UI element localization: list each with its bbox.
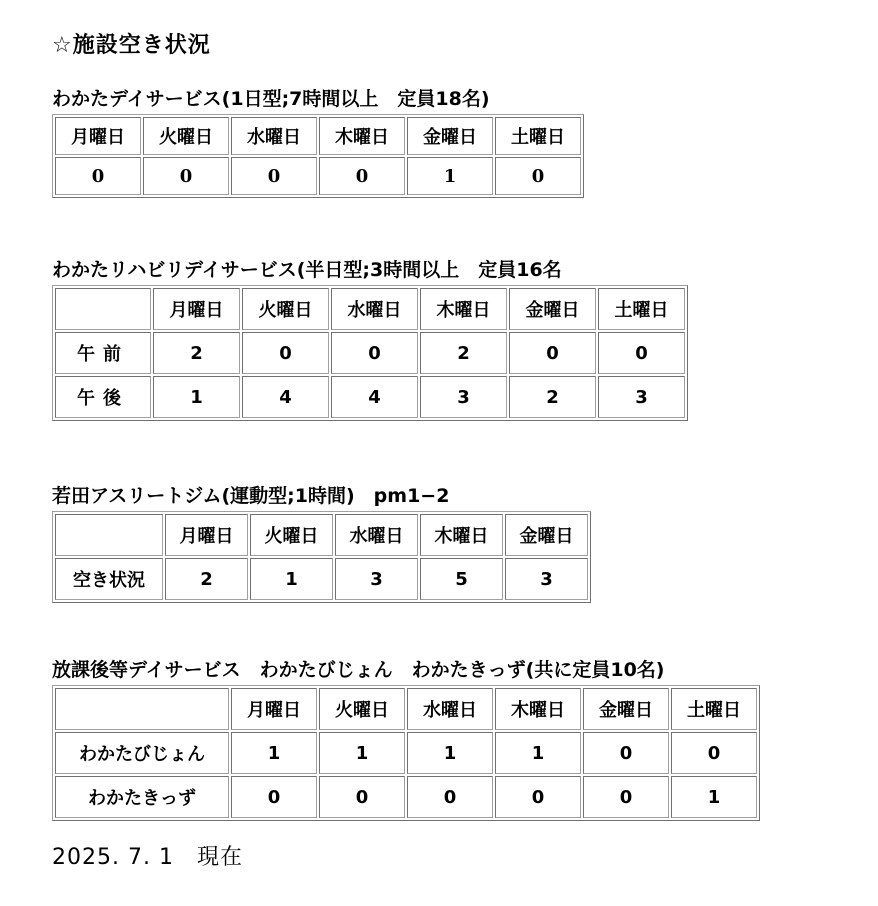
vacancy-value: 0 xyxy=(242,332,329,374)
day-header: 金曜日 xyxy=(583,688,669,730)
vacancy-value: 1 xyxy=(671,776,757,818)
vacancy-value: 0 xyxy=(407,776,493,818)
vacancy-value: 1 xyxy=(153,376,240,418)
table-header-row xyxy=(55,514,588,556)
vacancy-value: 4 xyxy=(242,376,329,418)
vacancy-value: 0 xyxy=(583,732,669,774)
rehab-service-title: わかたリハビリデイサービス(半日型;3時間以上 定員16名 xyxy=(52,259,562,281)
row-label: 午前 xyxy=(55,332,151,374)
day-header: 土曜日 xyxy=(598,288,685,330)
day-service-table xyxy=(52,114,584,198)
vacancy-value: 1 xyxy=(319,732,405,774)
day-header: 水曜日 xyxy=(231,117,317,155)
after-school-title: 放課後等デイサービス わかたびじょん わかたきっず(共に定員10名) xyxy=(52,659,665,681)
vacancy-value: 3 xyxy=(598,376,685,418)
row-label: 空き状況 xyxy=(55,558,163,600)
vacancy-value: 3 xyxy=(505,558,588,600)
vacancy-value: 0 xyxy=(598,332,685,374)
vacancy-value: 0 xyxy=(143,157,229,195)
vacancy-value: 0 xyxy=(231,157,317,195)
vacancy-value: 2 xyxy=(509,376,596,418)
table-row xyxy=(55,732,757,774)
table-header-row xyxy=(55,288,685,330)
table-header-row xyxy=(55,688,757,730)
vacancy-value: 3 xyxy=(420,376,507,418)
vacancy-value: 0 xyxy=(331,332,418,374)
vacancy-value: 0 xyxy=(583,776,669,818)
table-row xyxy=(55,157,581,195)
vacancy-value: 0 xyxy=(231,776,317,818)
row-label: 午後 xyxy=(55,376,151,418)
vacancy-value: 5 xyxy=(420,558,503,600)
vacancy-value: 0 xyxy=(509,332,596,374)
vacancy-value: 1 xyxy=(407,732,493,774)
day-header: 木曜日 xyxy=(319,117,405,155)
table-row xyxy=(55,376,685,418)
corner-cell xyxy=(55,688,229,730)
day-header: 火曜日 xyxy=(250,514,333,556)
day-header: 月曜日 xyxy=(153,288,240,330)
day-header: 土曜日 xyxy=(495,117,581,155)
table-header-row xyxy=(55,117,581,155)
vacancy-value: 1 xyxy=(250,558,333,600)
vacancy-value: 2 xyxy=(420,332,507,374)
day-header: 金曜日 xyxy=(509,288,596,330)
vacancy-value: 0 xyxy=(495,157,581,195)
vacancy-value: 0 xyxy=(319,157,405,195)
day-header: 水曜日 xyxy=(407,688,493,730)
vacancy-value: 0 xyxy=(319,776,405,818)
vacancy-value: 3 xyxy=(335,558,418,600)
vacancy-value: 2 xyxy=(153,332,240,374)
vacancy-value: 1 xyxy=(495,732,581,774)
day-header: 金曜日 xyxy=(407,117,493,155)
day-header: 水曜日 xyxy=(335,514,418,556)
vacancy-value: 4 xyxy=(331,376,418,418)
day-header: 月曜日 xyxy=(55,117,141,155)
day-header: 水曜日 xyxy=(331,288,418,330)
corner-cell xyxy=(55,288,151,330)
vacancy-value: 2 xyxy=(165,558,248,600)
page-heading: ☆施設空き状況 xyxy=(52,33,211,58)
day-service-title: わかたデイサービス(1日型;7時間以上 定員18名) xyxy=(52,88,490,110)
after-school-table xyxy=(52,685,760,821)
row-label: わかたびじょん xyxy=(55,732,229,774)
row-label: わかたきっず xyxy=(55,776,229,818)
as-of-date: 2025. 7. 1 現在 xyxy=(52,845,243,870)
vacancy-value: 0 xyxy=(495,776,581,818)
corner-cell xyxy=(55,514,163,556)
day-header: 火曜日 xyxy=(143,117,229,155)
vacancy-value: 1 xyxy=(407,157,493,195)
day-header: 土曜日 xyxy=(671,688,757,730)
day-header: 火曜日 xyxy=(319,688,405,730)
day-header: 月曜日 xyxy=(165,514,248,556)
day-header: 金曜日 xyxy=(505,514,588,556)
table-row xyxy=(55,776,757,818)
day-header: 木曜日 xyxy=(420,288,507,330)
gym-title: 若田アスリートジム(運動型;1時間) pm1−2 xyxy=(52,485,450,507)
table-row xyxy=(55,558,588,600)
vacancy-value: 0 xyxy=(55,157,141,195)
table-row xyxy=(55,332,685,374)
gym-table xyxy=(52,511,591,603)
day-header: 月曜日 xyxy=(231,688,317,730)
vacancy-value: 1 xyxy=(231,732,317,774)
day-header: 木曜日 xyxy=(420,514,503,556)
day-header: 木曜日 xyxy=(495,688,581,730)
day-header: 火曜日 xyxy=(242,288,329,330)
vacancy-value: 0 xyxy=(671,732,757,774)
rehab-service-table xyxy=(52,285,688,421)
